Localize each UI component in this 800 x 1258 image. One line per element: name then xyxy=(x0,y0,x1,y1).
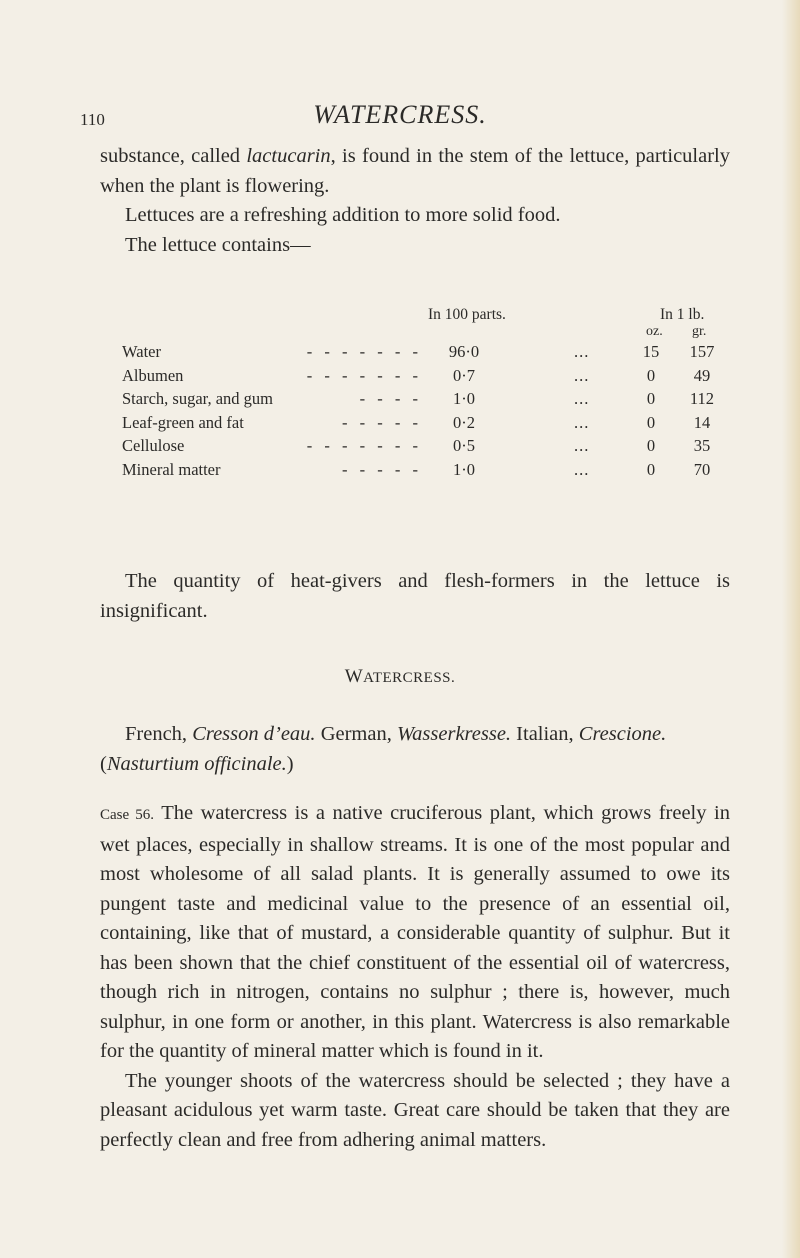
row-label: Water xyxy=(122,342,161,361)
value-gr: 49 xyxy=(693,365,711,385)
row-leader: - - - - xyxy=(359,389,422,409)
row-dots: ... xyxy=(574,436,590,456)
intro-text xyxy=(100,142,730,260)
value-per-100-parts: 96·0 xyxy=(448,342,480,361)
table-header xyxy=(122,306,734,342)
intro-paragraph-1 xyxy=(100,142,730,201)
value-per-100-parts: 1·0 xyxy=(453,459,475,479)
row-label: Mineral matter xyxy=(122,459,221,479)
row-dots: ... xyxy=(574,342,590,361)
paren-open: ( xyxy=(100,752,107,775)
name-german: Wasserkresse. xyxy=(396,723,512,745)
watercress-paragraph-1 xyxy=(100,799,730,1067)
page-header xyxy=(0,96,800,136)
table-row xyxy=(122,436,734,460)
name-italian: Crescione. xyxy=(578,723,667,745)
value-oz: 15 xyxy=(642,342,660,361)
row-leader: - - - - - - - xyxy=(306,365,422,385)
term-lactucarin: lactucarin xyxy=(246,145,331,167)
title-cap: W xyxy=(344,666,364,687)
header-gr: gr. xyxy=(692,324,707,339)
table-row xyxy=(122,460,734,484)
case-label: Case 56. xyxy=(100,807,155,823)
row-label: Leaf-green and fat xyxy=(122,412,244,432)
page-edge-shading xyxy=(782,0,800,1258)
value-gr: 70 xyxy=(693,459,711,479)
value-per-100-parts: 1·0 xyxy=(453,389,475,409)
row-label: Starch, sugar, and gum xyxy=(122,389,274,409)
value-oz: 0 xyxy=(646,459,656,479)
name-french: Cresson d’eau. xyxy=(192,723,316,745)
page-number: 110 xyxy=(80,110,105,129)
table-row xyxy=(122,413,734,437)
value-oz: 0 xyxy=(646,412,656,432)
lettuce-composition-table xyxy=(122,306,734,484)
value-oz: 0 xyxy=(646,436,656,456)
row-leader: - - - - - - - xyxy=(306,436,422,456)
section-title xyxy=(0,666,800,688)
latin-binomial: Nasturtium officinale. xyxy=(106,752,287,775)
intro-paragraph-3: The lettuce contains— xyxy=(125,233,311,256)
row-dots: ... xyxy=(574,365,590,385)
value-oz: 0 xyxy=(646,365,656,385)
value-gr: 14 xyxy=(693,412,711,432)
row-dots: ... xyxy=(574,389,590,409)
table-row xyxy=(122,366,734,390)
header-parts: In 100 parts. xyxy=(428,306,506,323)
row-leader: - - - - - xyxy=(342,459,422,479)
title-small-caps: ATERCRESS. xyxy=(363,670,456,686)
text-run: The watercress is a native cruciferous plant, which grows freely in wet places, especially in shallow streams. It is one of the most popular and most wholesome of all salad plants. It is generally assumed to owe its pungent taste and medicinal value to the presence of an essential oil, containing, like that of mustard, a considerable quantity of sulphur. But it has been shown that the chief constituent of the essential oil of watercress, though rich in nitrogen, contains no sulphur ; there is, however, much sulphur, in one form or another, in this plant. Watercress is also remarkable for the quantity of mineral matter which is found in it. xyxy=(100,802,730,1062)
table-body xyxy=(122,342,734,484)
row-label: Cellulose xyxy=(122,436,185,456)
value-gr: 35 xyxy=(693,436,711,456)
value-per-100-parts: 0·2 xyxy=(453,412,475,432)
row-dots: ... xyxy=(574,459,590,479)
after-table-paragraph: The quantity of heat-givers and flesh-formers in the lettuce is insignificant. xyxy=(100,570,730,622)
intro-paragraph-2: Lettuces are a refreshing addition to more solid food. xyxy=(125,204,561,226)
foreign-names xyxy=(100,720,730,750)
text-run: French, xyxy=(125,723,193,745)
value-per-100-parts: 0·5 xyxy=(453,436,475,456)
watercress-section xyxy=(100,720,730,1155)
latin-name xyxy=(100,750,730,780)
text-run: Italian, xyxy=(511,723,579,745)
row-leader: - - - - - - - xyxy=(306,342,422,361)
paren-close: ) xyxy=(286,752,294,775)
value-gr: 157 xyxy=(689,342,715,361)
value-oz: 0 xyxy=(646,389,656,409)
value-per-100-parts: 0·7 xyxy=(453,365,475,385)
row-leader: - - - - - xyxy=(342,412,422,432)
header-oz: oz. xyxy=(646,324,663,339)
value-gr: 112 xyxy=(689,389,715,409)
row-dots: ... xyxy=(574,412,590,432)
text-run: German, xyxy=(315,723,397,745)
text-run: substance, called xyxy=(100,145,247,167)
text-run: , is found in the stem of the lettuce, particularly when the plant is flowering. xyxy=(100,145,730,197)
watercress-paragraph-2: The younger shoots of the watercress should be selected ; they have a pleasant acidulous yet warm taste. Great care should be taken that they are perfectly clean and free from adhering animal matters. xyxy=(100,1069,730,1151)
running-title: WATERCRESS. xyxy=(313,100,487,129)
row-label: Albumen xyxy=(122,365,184,385)
table-row xyxy=(122,342,734,366)
header-per-lb: In 1 lb. xyxy=(660,306,705,323)
table-row xyxy=(122,389,734,413)
